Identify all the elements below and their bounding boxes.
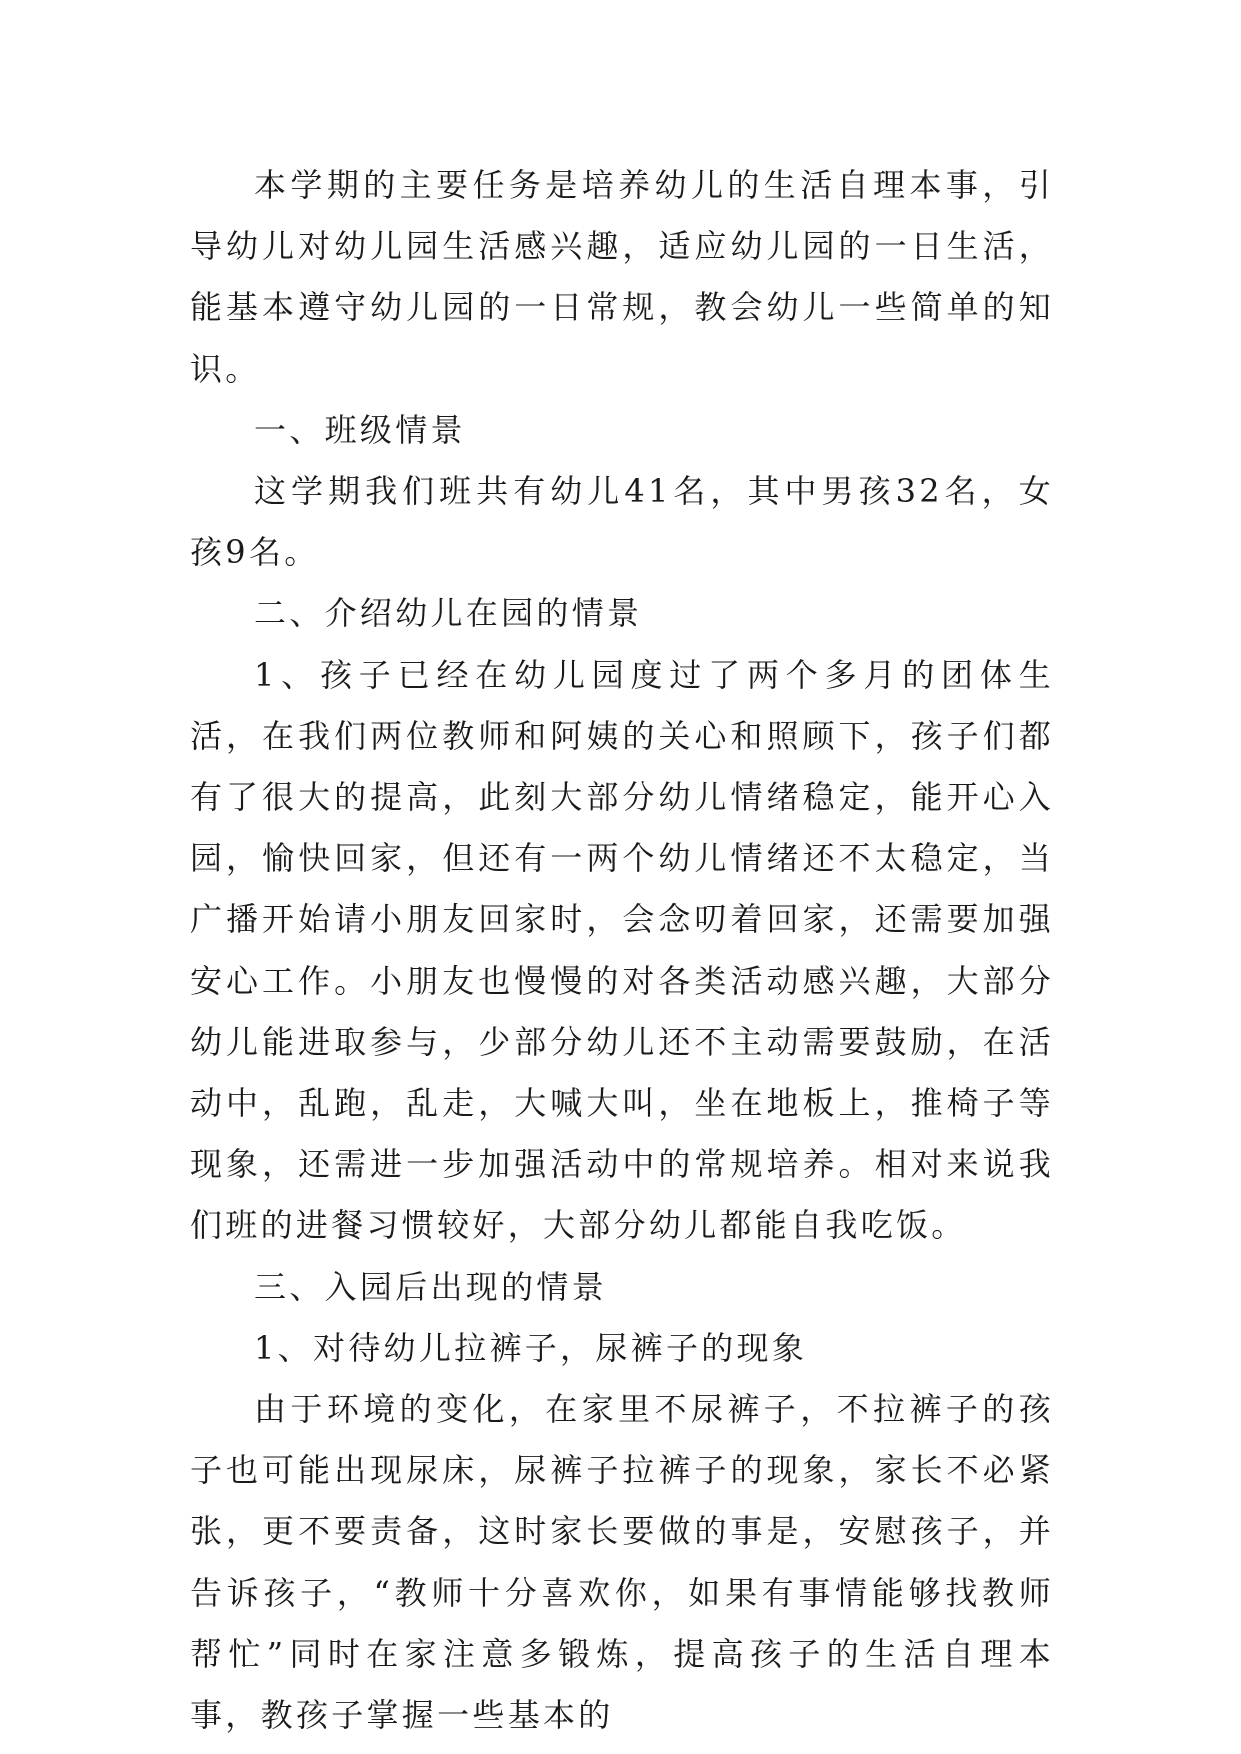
class-situation-paragraph: 这学期我们班共有幼儿41名，其中男孩32名，女孩9名。 [190,472,1054,572]
document-body [190,155,1054,1746]
children-situation-paragraph: 1、孩子已经在幼儿园度过了两个多月的团体生活，在我们两位教师和阿姨的关心和照顾下，孩子们都有了很大的提高，此刻大部分幼儿情绪稳定，能开心入园，愉快回家，但还有一两个幼儿情绪还不太稳定，当广播开始请小朋友回家时，会念叨着回家，还需要加强安心工作。小朋友也慢慢的对各类活动感兴趣，大部分幼儿能进取参与，少部分幼儿还不主动需要鼓励，在活动中，乱跑，乱走，大喊大叫，坐在地板上，推椅子等现象，还需进一步加强活动中的常规培养。相对来说我们班的进餐习惯较好，大部分幼儿都能自我吃饭。 [190,655,1054,1245]
section-heading-after-enrollment: 三、入园后出现的情景 [254,1267,608,1306]
section-heading-class-situation: 一、班级情景 [254,410,466,449]
section-heading-children-in-kindergarten: 二、介绍幼儿在园的情景 [254,594,643,633]
subheading-toileting-accidents: 1、对待幼儿拉裤子，尿裤子的现象 [254,1328,808,1367]
toileting-paragraph: 由于环境的变化，在家里不尿裤子，不拉裤子的孩子也可能出现尿床，尿裤子拉裤子的现象，家长不必紧张，更不要责备，这时家长要做的事是，安慰孩子，并告诉孩子，“教师十分喜欢你，如果有事情能够找教师帮忙”同时在家注意多锻炼，提高孩子的生活自理本事，教孩子掌握一些基本的 [190,1390,1054,1735]
intro-paragraph: 本学期的主要任务是培养幼儿的生活自理本事，引导幼儿对幼儿园生活感兴趣，适应幼儿园的一日生活，能基本遵守幼儿园的一日常规，教会幼儿一些简单的知识。 [190,166,1054,388]
